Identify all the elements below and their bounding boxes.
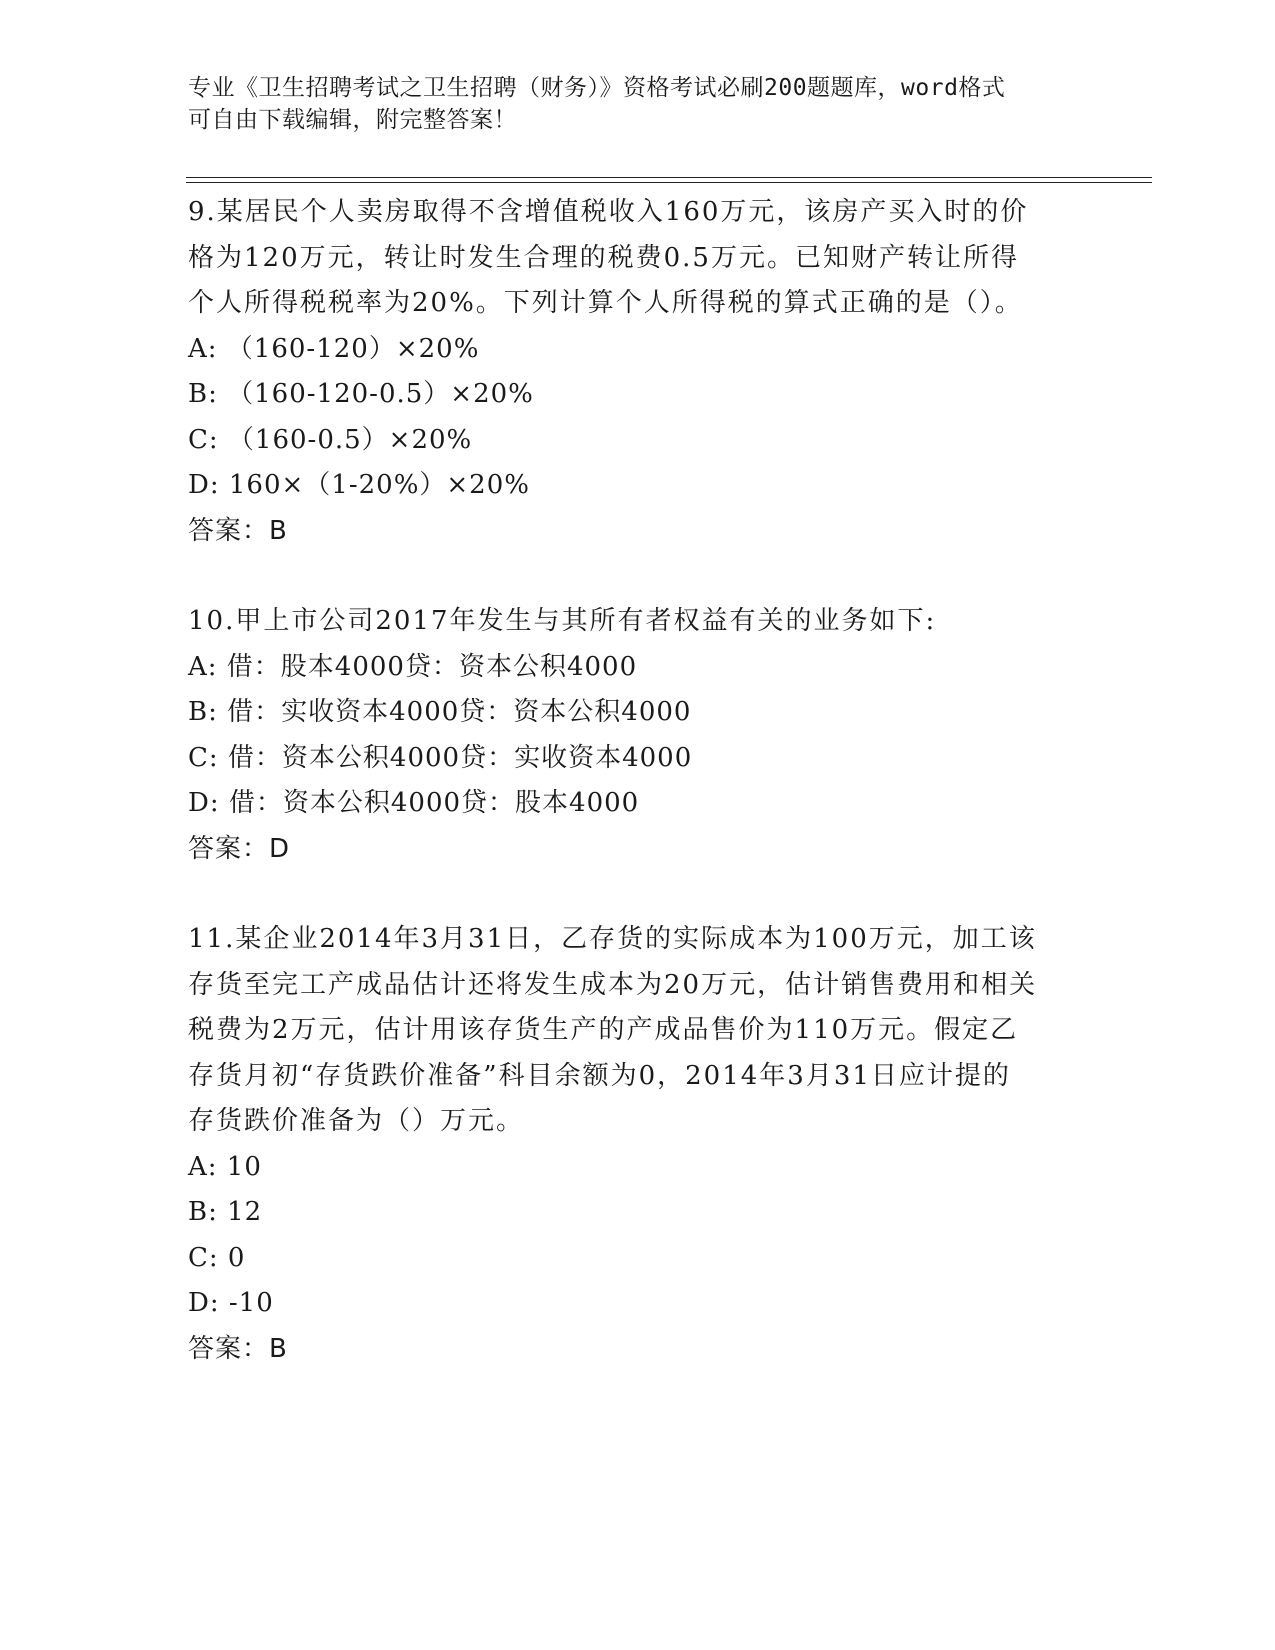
document-header [188, 72, 1068, 136]
question-9 [188, 190, 1088, 554]
header-line-1: 专业《卫生招聘考试之卫生招聘（财务）》资格考试必刷200题题库，word格式 [188, 75, 1006, 101]
question-list [188, 190, 1088, 1372]
stem-line: 9.某居民个人卖房取得不含增值税收入160万元，该房产买入时的价 [188, 197, 1029, 227]
option-d: D: 借：资本公积4000贷：股本4000 [188, 788, 640, 818]
header-divider-top [186, 177, 1152, 178]
header-line-2: 可自由下载编辑，附完整答案！ [188, 107, 517, 133]
question-stem [188, 599, 1088, 645]
stem-line: 存货月初“存货跌价准备”科目余额为0，2014年3月31日应计提的 [188, 1060, 1011, 1091]
question-stem [188, 190, 1088, 327]
stem-line: 格为120万元，转让时发生合理的税费0.5万元。已知财产转让所得 [188, 242, 1019, 273]
stem-line: 存货跌价准备为（）万元。 [188, 1106, 525, 1136]
stem-line: 存货至完工产成品估计还将发生成本为20万元，估计销售费用和相关 [188, 969, 1038, 1000]
answer-text: 答案：B [188, 1333, 288, 1364]
stem-line: 10.甲上市公司2017年发生与其所有者权益有关的业务如下: [188, 606, 937, 636]
stem-line: 税费为2万元，估计用该存货生产的产成品售价为110万元。假定乙 [188, 1015, 1019, 1045]
option-d: D: -10 [188, 1288, 274, 1318]
option-c: C: （160-0.5）×20% [188, 424, 473, 455]
option-a: A: 借：股本4000贷：资本公积4000 [188, 651, 638, 682]
option-c: C: 0 [188, 1242, 246, 1273]
option-b: B: 12 [188, 1197, 263, 1227]
option-b: B: 借：实收资本4000贷：资本公积4000 [188, 697, 692, 727]
question-10 [188, 599, 1088, 872]
option-a: A: 10 [188, 1151, 262, 1182]
stem-line: 个人所得税税率为20%。下列计算个人所得税的算式正确的是（）。 [188, 288, 1023, 318]
option-c: C: 借：资本公积4000贷：实收资本4000 [188, 742, 693, 773]
option-b: B: （160-120-0.5）×20% [188, 379, 534, 409]
question-spacer [188, 554, 1088, 599]
answer-text: 答案：D [188, 833, 291, 864]
option-a: A: （160-120）×20% [188, 333, 480, 364]
option-d: D: 160×（1-20%）×20% [188, 470, 530, 500]
header-divider-bottom [186, 182, 1152, 183]
stem-line: 11.某企业2014年3月31日，乙存货的实际成本为100万元，加工该 [188, 924, 1037, 954]
question-11 [188, 917, 1088, 1372]
question-spacer [188, 872, 1088, 917]
question-stem [188, 917, 1088, 1145]
answer-text: 答案：B [188, 515, 288, 546]
